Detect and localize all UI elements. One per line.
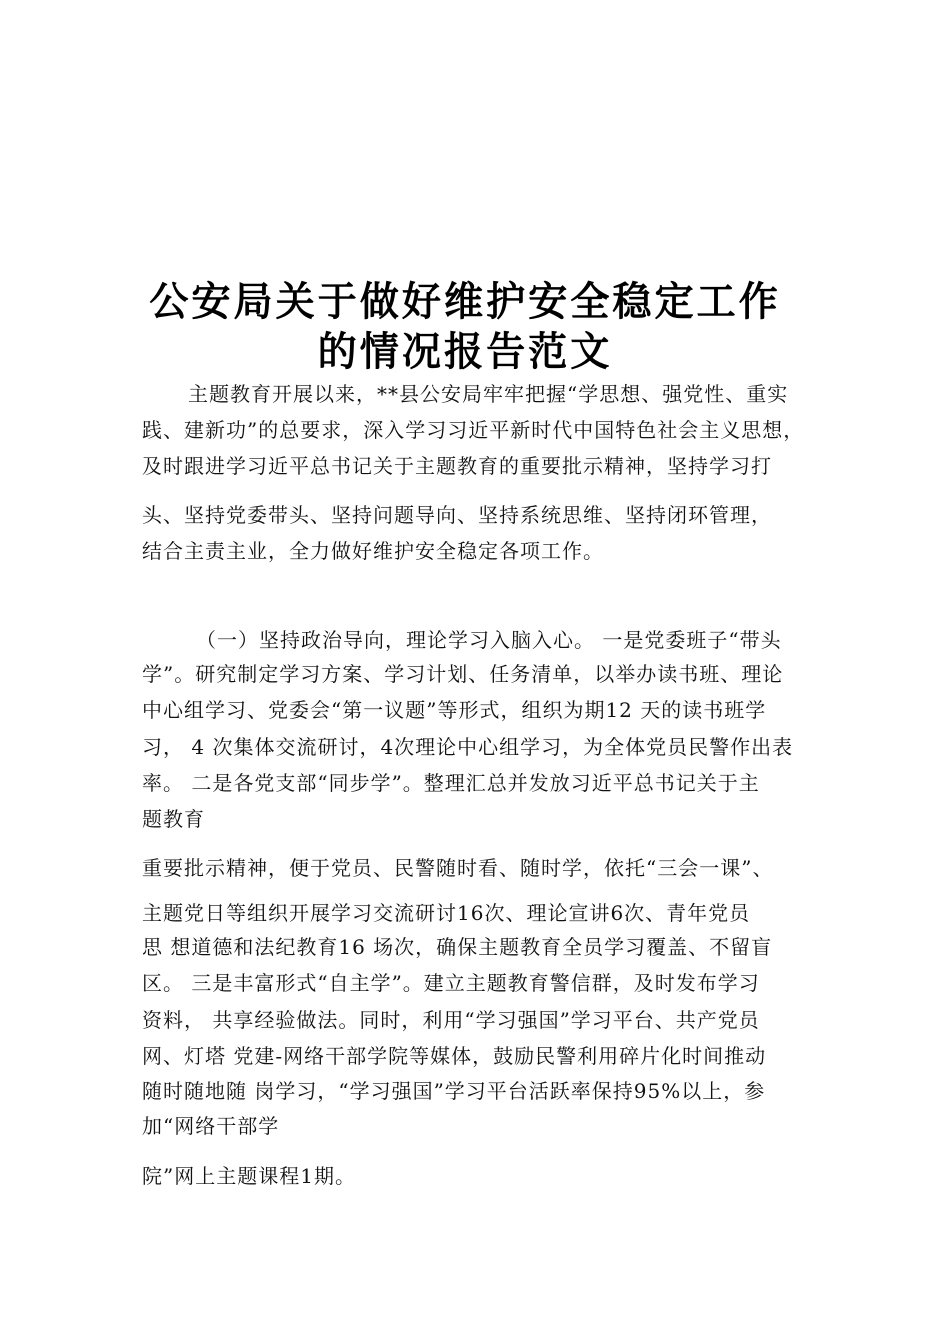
- paragraph-3-line-4: 区。 三是丰富形式“自主学”。建立主题教育警信群，及时发布学习: [142, 971, 760, 995]
- paragraph-2-line-1: （一）坚持政治导向，理论学习入脑入心。 一是党委班子“带头: [196, 628, 782, 652]
- paragraph-3-line-6: 网、灯塔 党建-网络干部学院等媒体，鼓励民警利用碎片化时间推动: [142, 1044, 767, 1068]
- document-title-line-1: 公安局关于做好维护安全稳定工作: [149, 278, 781, 325]
- paragraph-1-line-1: 主题教育开展以来，**县公安局牢牢把握“学思想、强党性、重实: [188, 382, 789, 406]
- paragraph-1-line-4: 头、坚持党委带头、坚持问题导向、坚持系统思维、坚持闭环管理，: [142, 503, 772, 527]
- paragraph-2-line-3: 中心组学习、党委会“第一议题”等形式，组织为期12 天的读书班学: [142, 698, 767, 722]
- paragraph-2-line-5: 率。 二是各党支部“同步学”。整理汇总并发放习近平总书记关于主: [142, 771, 760, 795]
- paragraph-3-line-1: 重要批示精神，便于党员、民警随时看、随时学，依托“三会一课”、: [142, 856, 774, 880]
- document-title-line-2: 的情况报告范文: [317, 328, 613, 375]
- paragraph-4-line-1: 院”网上主题课程1期。: [142, 1164, 356, 1188]
- paragraph-2-line-6: 题教育: [142, 807, 205, 831]
- paragraph-3-line-2: 主题党日等组织开展学习交流研讨16次、理论宣讲6次、青年党员: [142, 901, 751, 925]
- paragraph-3-line-3: 思 想道德和法纪教育16 场次，确保主题教育全员学习覆盖、不留盲: [142, 935, 773, 959]
- paragraph-1-line-2: 践、建新功”的总要求，深入学习习近平新时代中国特色社会主义思想，: [142, 418, 805, 442]
- paragraph-1-line-5: 结合主责主业，全力做好维护安全稳定各项工作。: [142, 539, 604, 563]
- paragraph-3-line-7: 随时随地随 岗学习，“学习强国”学习平台活跃率保持95%以上，参: [142, 1079, 766, 1103]
- paragraph-2-line-4: 习， 4 次集体交流研讨，4次理论中心组学习，为全体党员民警作出表: [142, 735, 794, 759]
- paragraph-1-line-3: 及时跟进学习近平总书记关于主题教育的重要批示精神，坚持学习打: [142, 454, 772, 478]
- paragraph-3-line-8: 加“网络干部学: [142, 1114, 280, 1138]
- paragraph-2-line-2: 学”。研究制定学习方案、学习计划、任务清单，以举办读书班、理论: [142, 662, 784, 686]
- paragraph-3-line-5: 资料， 共享经验做法。同时，利用“学习强国”学习平台、共产党员: [142, 1008, 760, 1032]
